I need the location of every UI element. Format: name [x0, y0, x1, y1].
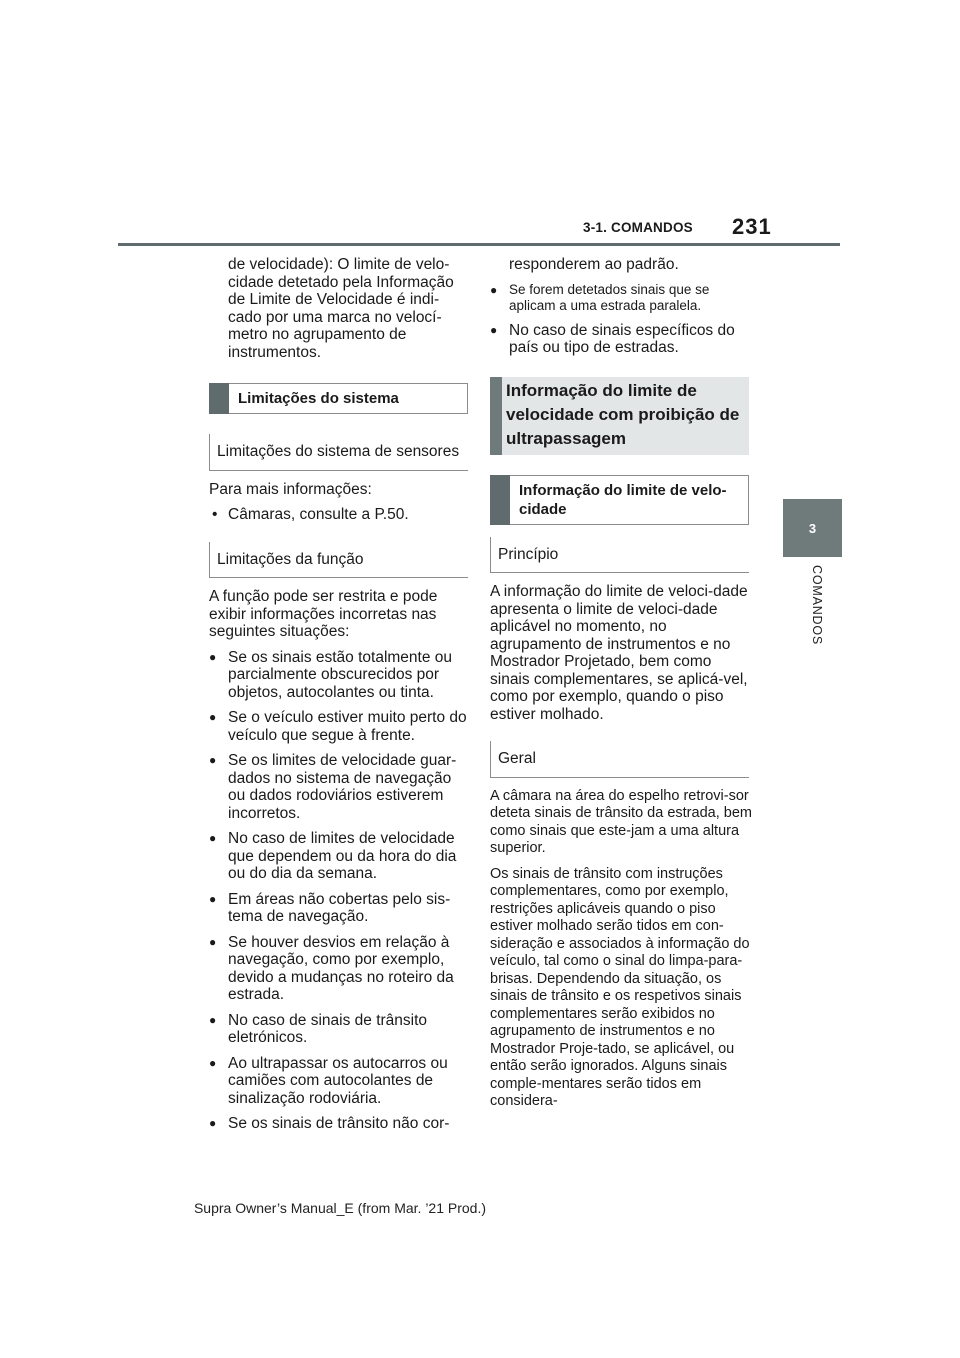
chapter-side-label: COMANDOS — [810, 565, 824, 646]
intro-continuation: de velocidade): O limite de velo-cidade detetado pela Informação de Limite de Velocidade é indi-cado por uma marca no velocí-metro no agrupamento de instrumentos. — [228, 256, 454, 361]
subheading-principle: Princípio — [490, 537, 749, 574]
header-divider — [118, 243, 840, 246]
bullet-continuation: responderem ao padrão. — [509, 256, 679, 273]
left-column — [209, 256, 471, 1141]
subheading-function-limitations: Limitações da função — [209, 542, 468, 579]
list-item: ● Se os sinais de trânsito não cor- — [209, 1115, 471, 1133]
heading-text: Informação do limite de velo-cidade — [519, 481, 727, 518]
heading-bar — [490, 377, 502, 455]
list-item: ● No caso de sinais de trânsito eletrónicos. — [209, 1012, 471, 1047]
section-heading-speed-limit-no-overtaking — [490, 377, 749, 455]
heading-bar — [490, 475, 510, 525]
section-label: 3-1. COMANDOS — [583, 220, 693, 235]
heading-text: Limitações do sistema — [238, 390, 399, 407]
cameras-reference: • Câmaras, consulte a P.50. — [209, 506, 471, 524]
list-item: ● Em áreas não cobertas pelo sis-tema de navegação. — [209, 891, 471, 926]
subheading-sensor-limitations: Limitações do sistema de sensores — [209, 434, 468, 471]
principle-text: A informação do limite de veloci-dade apresenta o limite de veloci-dade aplicável no momento, no agrupamento de instrumentos e no Mostrador Projetado, bem como sinais complementares, se aplicá-vel, como por exemplo, quando o piso estiver molhado. — [490, 583, 748, 723]
list-item: ● Se os limites de velocidade guar-dados no sistema de navegação ou dados rodoviários estiverem incorretos. — [209, 752, 471, 822]
more-info-text: Para mais informações: — [209, 480, 372, 498]
general-text-2: Os sinais de trânsito com instruções complementares, como por exemplo, restrições aplicáveis quando o piso estiver molhado serão tidos em con-sideração e associados à informação do veículo, tal como o sinal do limpa-para-brisas. Dependendo da situação, os sinais de trânsito e os respetivos sinais complementares serão exibidos no agrupamento de instrumentos e no Mostrador Proje-tado, se aplicável, ou então serão ignorados. Alguns sinais comple-mentares serão tidos em considera- — [490, 865, 750, 1109]
list-item: ● No caso de limites de velocidade que dependem ou da hora do dia ou do dia da semana. — [209, 830, 471, 883]
general-text-1: A câmara na área do espelho retrovi-sor deteta sinais de trânsito da estrada, bem como sinais que este-jam a uma altura superior. — [490, 787, 752, 856]
section-heading-limitations — [209, 383, 468, 414]
footer — [0, 1200, 680, 1216]
subheading-general: Geral — [490, 741, 749, 778]
chapter-tab: 3 — [783, 499, 842, 557]
list-item: ● Se houver desvios em relação à navegação, como por exemplo, devido a mudanças no roteiro da estrada. — [209, 934, 471, 1004]
list-item: ● Ao ultrapassar os autocarros ou camiões com autocolantes de sinalização rodoviária. — [209, 1055, 471, 1108]
list-item: ● Se os sinais estão totalmente ou parcialmente obscurecidos por objetos, autocolantes ou tinta. — [209, 649, 471, 702]
right-column — [490, 256, 752, 1119]
section-heading-speed-limit-info — [490, 475, 749, 525]
footer-text: Supra Owner’s Manual_E (from Mar. ’21 Prod.) — [193, 1200, 487, 1216]
function-text: A função pode ser restrita e pode exibir informações incorretas nas seguintes situações: — [209, 588, 438, 640]
list-item: ● No caso de sinais específicos do país ou tipo de estradas. — [490, 322, 752, 357]
list-item: ● Se forem detetados sinais que se aplicam a uma estrada paralela. — [490, 282, 752, 314]
list-item: ● Se o veículo estiver muito perto do veículo que segue à frente. — [209, 709, 471, 744]
heading-bar — [209, 383, 229, 414]
page-number: 231 — [732, 214, 772, 239]
heading-text: Informação do limite de velocidade com proibição de ultrapassagem — [506, 380, 740, 448]
